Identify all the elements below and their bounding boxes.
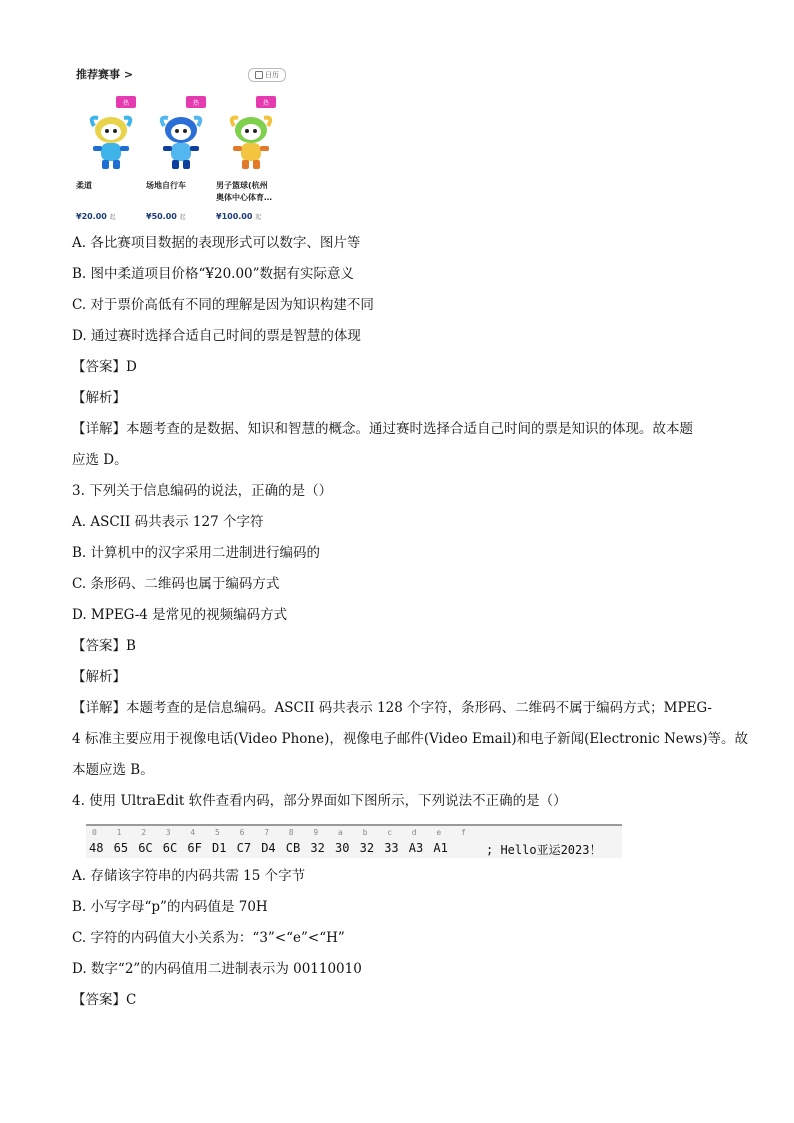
hex-column-label: 3 — [165, 828, 171, 837]
hex-byte: D1 — [212, 841, 227, 855]
hex-column-label: b — [362, 828, 368, 837]
hot-badge: 热 — [116, 96, 136, 108]
calendar-label: 日历 — [265, 71, 279, 79]
hex-byte: C7 — [236, 841, 252, 855]
hex-byte: A1 — [433, 841, 448, 855]
text-line: 【答案】D — [72, 359, 137, 375]
text-line: 3. 下列关于信息编码的说法，正确的是（） — [72, 483, 333, 499]
hex-byte: 48 — [89, 841, 104, 855]
text-line: 【答案】C — [72, 992, 137, 1008]
text-line: C. 对于票价高低有不同的理解是因为知识构建不同 — [72, 297, 374, 313]
calendar-icon — [255, 71, 263, 79]
hex-column-label: f — [461, 828, 466, 837]
event-item[interactable] — [76, 96, 142, 226]
hex-byte: 32 — [359, 841, 375, 855]
text-line: A. 各比赛项目数据的表现形式可以数字、图片等 — [72, 235, 361, 251]
hex-column-label: c — [387, 828, 393, 837]
text-line: C. 字符的内码值大小关系为：“3”<“e”<“H” — [72, 930, 345, 946]
hex-column-label: 0 — [92, 828, 97, 837]
event-item[interactable] — [146, 96, 212, 226]
hot-badge: 热 — [256, 96, 276, 108]
event-name: 柔道 — [76, 181, 92, 190]
calendar-button[interactable] — [248, 68, 286, 82]
hex-column-label: 9 — [313, 828, 319, 837]
text-line: B. 小写字母“p”的内码值是 70H — [72, 899, 268, 915]
mascot-image — [152, 110, 210, 174]
ultraedit-hex-view — [86, 824, 622, 858]
event-item[interactable] — [216, 96, 282, 226]
mascot-image — [82, 110, 140, 174]
text-line: 4. 使用 UltraEdit 软件查看内码，部分界面如下图所示，下列说法不正确的是（） — [72, 793, 567, 809]
hex-byte: D4 — [261, 841, 276, 855]
text-line: 【答案】B — [72, 638, 136, 654]
hot-badge: 热 — [186, 96, 206, 108]
text-line: B. 图中柔道项目价格“¥20.00”数据有实际意义 — [72, 266, 355, 282]
hex-column-label: 5 — [215, 828, 220, 837]
text-line: 【解析】 — [72, 669, 126, 685]
text-line: A. 存储该字符串的内码共需 15 个字节 — [72, 868, 306, 884]
hex-byte: 32 — [310, 841, 325, 855]
event-name: 男子篮球(杭州 奥体中心体育… — [216, 181, 272, 202]
hex-column-label: 4 — [190, 828, 196, 837]
text-line: C. 条形码、二维码也属于编码方式 — [72, 576, 280, 592]
hex-byte: 33 — [384, 841, 399, 855]
text-line: D. MPEG-4 是常见的视频编码方式 — [72, 607, 288, 623]
hex-byte: 30 — [335, 841, 350, 855]
hex-column-label: 7 — [264, 828, 270, 837]
event-price: ¥100.00 起 — [216, 212, 262, 221]
text-line: 【详解】本题考查的是信息编码。ASCII 码共表示 128 个字符，条形码、二维码不属于编码方式；MPEG- — [72, 700, 712, 716]
hex-column-label: e — [436, 828, 442, 837]
text-line: 本题应选 B。 — [72, 762, 154, 778]
text-line: B. 计算机中的汉字采用二进制进行编码的 — [72, 545, 321, 561]
hex-byte: CB — [285, 841, 301, 855]
text-line: 【详解】本题考查的是数据、知识和智慧的概念。通过赛时选择合适自己时间的票是知识的体现。故本题 — [72, 421, 693, 437]
hex-column-label: a — [338, 828, 343, 837]
text-line: A. ASCII 码共表示 127 个字符 — [72, 514, 264, 530]
hex-byte: 6C — [162, 841, 178, 855]
event-name: 场地自行车 — [146, 181, 186, 190]
text-line: D. 数字“2”的内码值用二进制表示为 00110010 — [72, 961, 362, 977]
hex-column-label: 6 — [239, 828, 245, 837]
hex-column-label: 2 — [141, 828, 147, 837]
hex-column-label: 8 — [288, 828, 294, 837]
hex-column-label: 1 — [116, 828, 122, 837]
hex-byte: 6F — [187, 841, 202, 855]
hex-byte: A3 — [408, 841, 424, 855]
text-line: 4 标准主要应用于视像电话(Video Phone)，视像电子邮件(Video Email)和电子新闻(Electronic News)等。故 — [72, 731, 749, 747]
event-price: ¥20.00 起 — [76, 212, 116, 221]
hex-byte: 65 — [113, 841, 129, 855]
recommend-title[interactable]: 推荐赛事 > — [76, 68, 134, 81]
hex-column-label: d — [411, 828, 417, 837]
text-line: 【解析】 — [72, 390, 126, 406]
hex-byte: 6C — [138, 841, 153, 855]
text-line: 应选 D。 — [72, 452, 128, 468]
mascot-image — [222, 110, 280, 174]
event-price: ¥50.00 起 — [146, 212, 186, 221]
hex-text-view: ; Hello亚运2023！ — [486, 843, 602, 857]
ticket-recommend-card — [72, 62, 292, 232]
text-line: D. 通过赛时选择合适自己时间的票是智慧的体现 — [72, 328, 361, 344]
